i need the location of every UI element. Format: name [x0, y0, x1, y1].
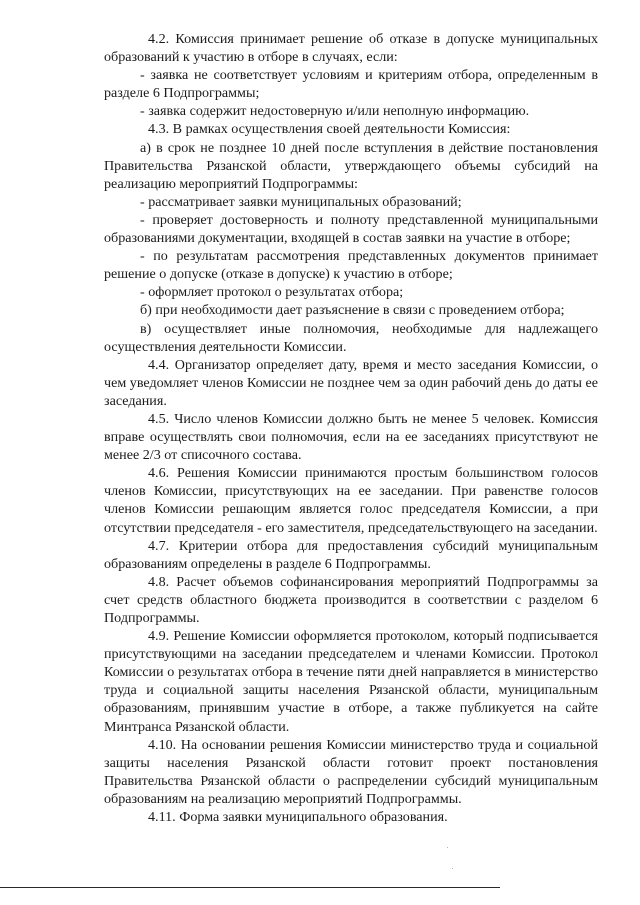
- paragraph-4-9: 4.9. Решение Комиссии оформляется протоколом, который подписывается присутствующими на заседании председателем и членами Комиссии. Протокол Комиссии о результатах отбора в течение пяти дней направляется в министерство труда и социальной защиты населения Рязанской области, муниципальным образованиям, принявшим участие в отборе, а также публикуется на сайте Минтранса Рязанской области.: [104, 628, 598, 735]
- list-item: - рассматривает заявки муниципальных образований;: [140, 193, 462, 210]
- paragraph-4-10: 4.10. На основании решения Комиссии министерство труда и социальной защиты населения Рязанской области готовит проект постановления Правительства Рязанской области о распределении субсидий муниципальным образованиям на реализацию мероприятий Подпрограммы.: [104, 736, 598, 807]
- paragraph-4-7: 4.7. Критерии отбора для предоставления субсидий муниципальным образованиям определены в разделе 6 Подпрограммы.: [104, 537, 598, 572]
- scan-speck: [447, 847, 448, 848]
- paragraph-4-5: 4.5. Число членов Комиссии должно быть не менее 5 человек. Комиссия вправе осуществлять свои полномочия, если на ее заседаниях присутствуют не менее 2/3 от списочного состава.: [104, 410, 598, 464]
- scan-speck: [452, 868, 453, 869]
- list-item: - проверяет достоверность и полноту представленной муниципальными образованиями документации, входящей в состав заявки на участие в отборе;: [104, 211, 598, 247]
- paragraph-4-2: 4.2. Комиссия принимает решение об отказе в допуске муниципальных образований к участию в отборе в случаях, если:: [104, 31, 598, 66]
- paragraph-4-6: 4.6. Решения Комиссии принимаются простым большинством голосов членов Комиссии, присутствующих на ее заседании. При равенстве голосов членов Комиссии решающим является голос председателя Комиссии, а при отсутствии председателя - его заместителя, председательствующего на заседании.: [104, 465, 598, 536]
- paragraph-4-3: 4.3. В рамках осуществления своей деятельности Комиссия:: [148, 121, 511, 138]
- subparagraph-a: а) в срок не позднее 10 дней после вступления в действие постановления Правительства Рязанской области, утверждающего объемы субсидий на реализацию мероприятий Подпрограммы:: [104, 139, 598, 192]
- paragraph-4-8: 4.8. Расчет объемов софинансирования мероприятий Подпрограммы за счет средств областного бюджета производится в соответствии с разделом 6 Подпрограммы.: [104, 573, 598, 626]
- paragraph-4-4: 4.4. Организатор определяет дату, время и место заседания Комиссии, о чем уведомляет членов Комиссии не позднее чем за один рабочий день до даты ее заседания.: [104, 356, 598, 409]
- bottom-rule: [0, 887, 500, 888]
- list-item: - по результатам рассмотрения представленных документов принимает решение о допуске (отказе в допуске) к участию в отборе;: [104, 248, 598, 283]
- list-item: - заявка не соответствует условиям и критериям отбора, определенным в разделе 6 Подпрограммы;: [104, 67, 598, 102]
- document-body: [104, 30, 598, 826]
- subparagraph-v: в) осуществляет иные полномочия, необходимые для надлежащего осуществления деятельности Комиссии.: [104, 320, 598, 355]
- list-item: - оформляет протокол о результатах отбора;: [140, 284, 404, 301]
- list-item: - заявка содержит недостоверную и/или неполную информацию.: [140, 103, 530, 120]
- paragraph-4-11: 4.11. Форма заявки муниципального образования.: [148, 809, 448, 826]
- subparagraph-b: б) при необходимости дает разъяснение в связи с проведением отбора;: [140, 302, 565, 319]
